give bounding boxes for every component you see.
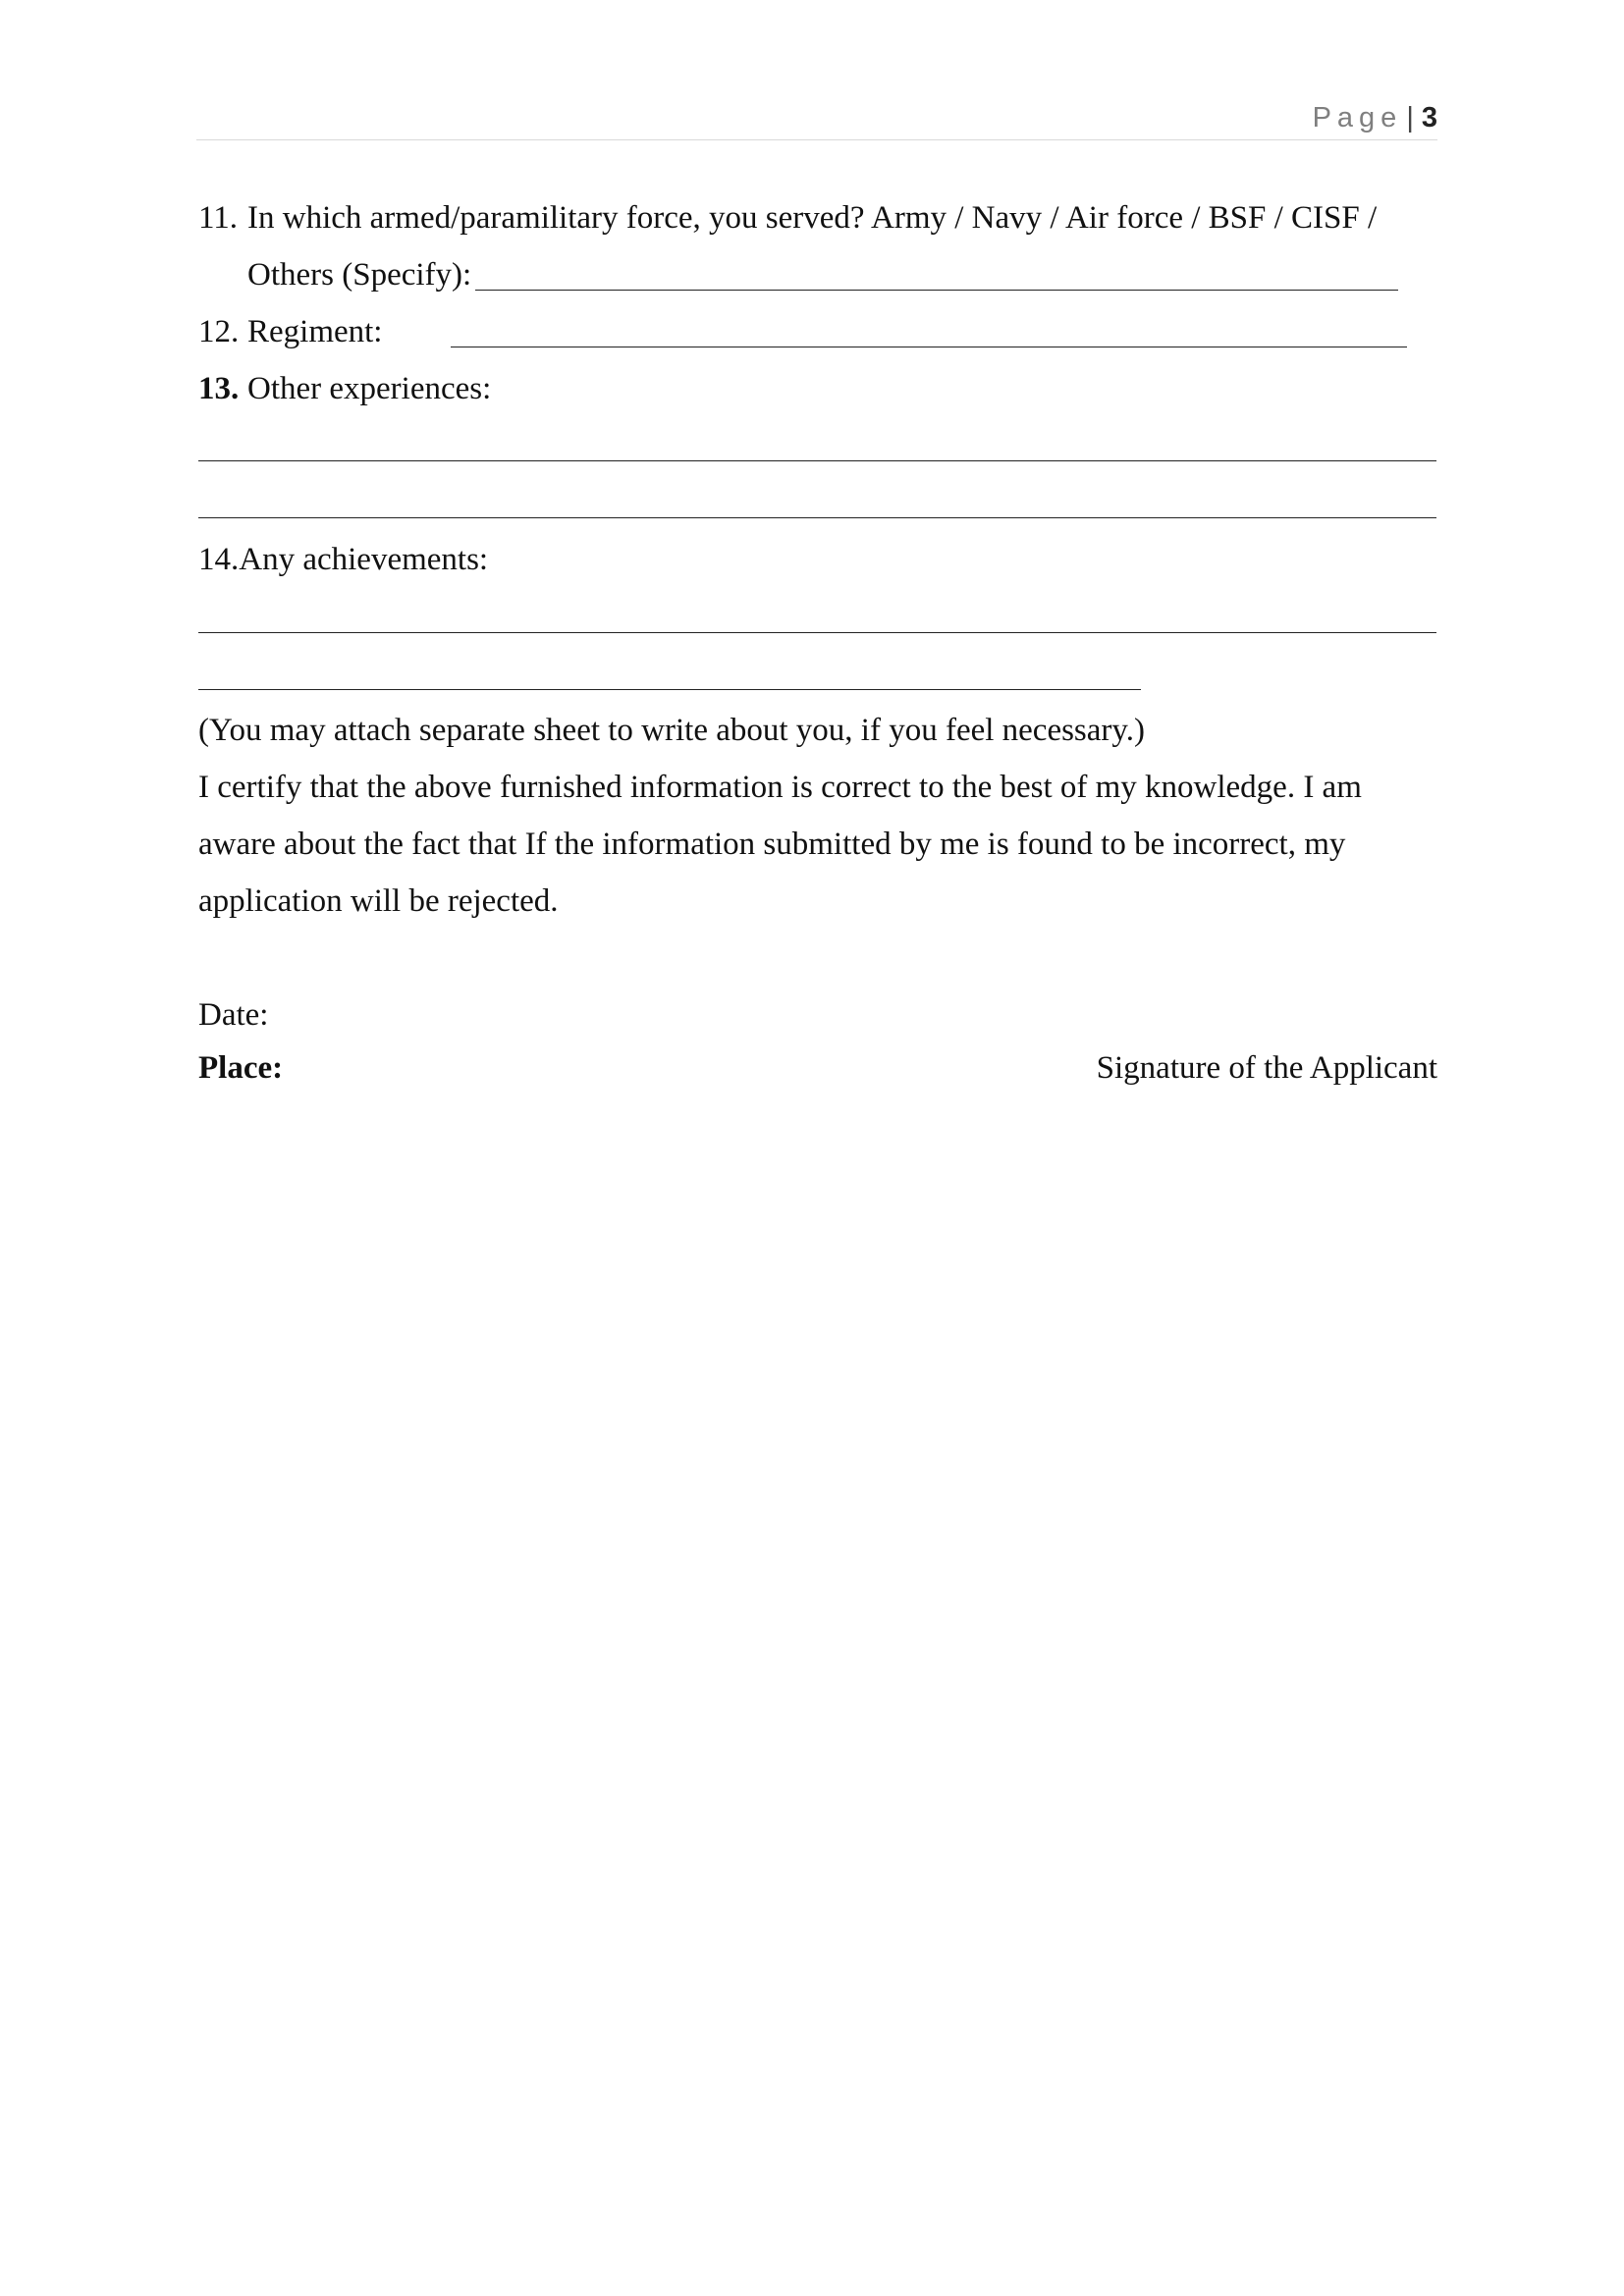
q13-answer-line-1[interactable]: [198, 460, 1436, 461]
q12-number: 12.: [198, 314, 240, 349]
q14-label: 14.Any achievements:: [198, 542, 489, 577]
page-label: Page: [1312, 102, 1403, 133]
declaration-line-2: aware about the fact that If the information submitted by me is found to be incorrect, my: [198, 827, 1346, 862]
q14-answer-line-1[interactable]: [198, 632, 1436, 633]
q11-others-field[interactable]: [475, 290, 1398, 291]
q11-others-label: Others (Specify):: [247, 257, 472, 293]
page-separator: |: [1406, 102, 1414, 133]
signature-label: Signature of the Applicant: [1096, 1050, 1437, 1086]
declaration-line-3: application will be rejected.: [198, 883, 559, 919]
q13-number: 13.: [198, 371, 240, 406]
place-label: Place:: [198, 1050, 284, 1086]
q11-number: 11.: [198, 200, 239, 236]
q13-answer-line-2[interactable]: [198, 517, 1436, 518]
page-number-indicator: [1313, 96, 1437, 139]
date-label: Date:: [198, 997, 269, 1033]
q13-label: Other experiences:: [247, 371, 492, 406]
q12-label: Regiment:: [247, 314, 383, 349]
attachment-note: (You may attach separate sheet to write about you, if you feel necessary.): [198, 713, 1146, 748]
q14-answer-line-2[interactable]: [198, 689, 1141, 690]
page-header: [196, 96, 1437, 140]
page-number: 3: [1421, 102, 1437, 133]
q11-question: In which armed/paramilitary force, you served? Army / Navy / Air force / BSF / CISF /: [247, 200, 1378, 236]
declaration-line-1: I certify that the above furnished information is correct to the best of my knowledge. I am: [198, 770, 1362, 805]
